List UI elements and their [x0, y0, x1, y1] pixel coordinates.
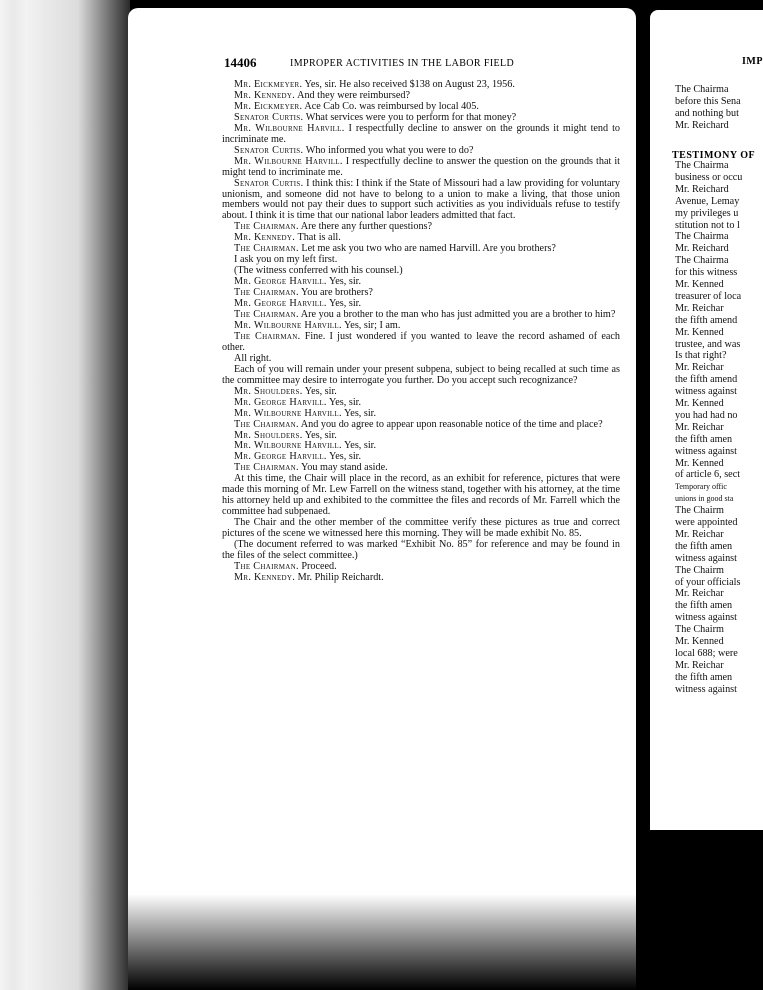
paragraph-text: Ace Cab Co. was reimbursed by local 405. [304, 100, 479, 112]
facing-page-line: witness against [675, 683, 737, 695]
paragraph-text: Yes, sir. He also received $138 on August 23, 1956. [304, 79, 515, 90]
facing-page-line: witness against [675, 612, 737, 624]
facing-page-line: stitution not to l [675, 219, 740, 231]
facing-page-line: witness against [675, 552, 737, 564]
speaker-name: Mr. Wilbourne Harvill. [234, 440, 342, 452]
paragraph-text: (The witness conferred with his counsel.) [234, 265, 403, 277]
facing-page-line: the fifth amen [675, 433, 733, 445]
facing-page-line: Mr. Kenned [675, 636, 724, 647]
transcript-paragraph [222, 365, 620, 387]
paragraph-text: Mr. Philip Reichardt. [297, 571, 384, 583]
facing-page-line: Mr. Reichar [675, 528, 724, 540]
transcript-paragraph [222, 179, 620, 223]
speaker-name: The Chairman. [234, 221, 299, 233]
facing-page-line: Mr. Reichar [675, 588, 724, 600]
paragraph-text: Yes, sir. [328, 396, 362, 408]
paragraph-text: Yes, sir. [328, 298, 362, 310]
transcript-paragraph [222, 540, 620, 562]
facing-page-line: Mr. Reichar [675, 302, 724, 314]
paragraph-text: I ask you on my left first. [234, 254, 338, 266]
facing-page-line: of article 6, sect [675, 469, 741, 481]
facing-page-line: Mr. Reichar [675, 362, 724, 374]
facing-page-line: The Chairma [675, 84, 729, 95]
facing-page-line: Is that right? [675, 350, 727, 362]
facing-page-running-head: IMP [742, 56, 763, 67]
transcript-paragraph [222, 157, 620, 179]
speaker-name: Senator Curtis. [234, 144, 304, 156]
paragraph-text: That is all. [297, 232, 341, 244]
paragraph-text: I respectfully decline to answer on the grounds it might tend to incriminate me. [222, 122, 620, 145]
facing-page-line: the fifth amen [675, 600, 733, 612]
paragraph-text: Fine. I just wondered if you wanted to leave the record ashamed of each other. [222, 330, 620, 353]
running-title: IMPROPER ACTIVITIES IN THE LABOR FIELD [290, 58, 515, 69]
paragraph-text: At this time, the Chair will place in the record, as an exhibit for reference, pictures that were made this morning of Mr. Lew Farrell on the witness stand, together with his attorney, at the time his attorney held up and exhibited to the committee the files and records of Mr. Farrell which the committee had subpenaed. [222, 473, 620, 518]
paragraph-text: Yes, sir. [328, 451, 362, 463]
facing-page-line: the fifth amend [675, 314, 738, 326]
paragraph-text: Each of you will remain under your present subpena, subject to being recalled at such time as the committee may desire to interrogate you further. Do you accept such recognizance? [222, 363, 620, 386]
facing-page-line: and nothing but [675, 107, 739, 119]
facing-page-line: you had had no [675, 409, 738, 421]
speaker-name: Mr. Wilbourne Harvill. [234, 155, 343, 167]
speaker-name: Mr. Kennedy. [234, 571, 296, 583]
speaker-name: The Chairman. [234, 309, 299, 321]
facing-page-line: witness against [675, 386, 737, 398]
paragraph-text: Yes, sir. [304, 385, 337, 397]
paragraph-text: Who informed you what you were to do? [305, 144, 474, 156]
paragraph-text: I think this: I think if the State of Missouri had a law providing for voluntary unionism, and someone did not have to belong to a union to make a living, that those union members would not pay their dues to support such activities as you individuals refuse to testify about. I think it is time that our national labor leaders admitted that fact. [222, 177, 621, 222]
facing-page-line: for this witness [675, 267, 738, 279]
page-number: 14406 [224, 55, 257, 70]
speaker-name: The Chairman. [234, 418, 299, 430]
facing-page-line: my privileges u [675, 207, 739, 219]
speaker-name: The Chairman. [234, 287, 299, 299]
facing-page-line: before this Sena [675, 95, 741, 107]
transcript-paragraph [222, 573, 620, 584]
scan-margin-left [0, 0, 130, 990]
speaker-name: The Chairman. [234, 462, 299, 474]
facing-page-line: Mr. Reichar [675, 421, 724, 433]
running-header [224, 55, 620, 71]
speaker-name: The Chairman. [234, 330, 301, 342]
speaker-name: Mr. Wilbourne Harvill. [234, 407, 342, 419]
facing-page-line: The Chairma [675, 255, 729, 267]
transcript-paragraph [222, 332, 620, 354]
facing-page-line: treasurer of loca [675, 290, 742, 302]
speaker-name: Mr. Shoulders. [234, 385, 303, 397]
paragraph-text: Proceed. [301, 560, 337, 572]
transcript-paragraph [222, 474, 620, 518]
facing-page-line: trustee, and was [675, 338, 741, 350]
speaker-name: Mr. Shoulders. [234, 429, 303, 441]
speaker-name: The Chairman. [234, 243, 299, 255]
speaker-name: Mr. Kennedy. [234, 89, 296, 101]
paragraph-text: Yes, sir. [328, 276, 362, 288]
facing-page-line: Mr. Reichard [675, 243, 729, 255]
paragraph-text: Yes, sir. [343, 407, 377, 419]
speaker-name: Mr. Wilbourne Harvill. [234, 319, 342, 331]
book-binding-gutter [636, 0, 650, 990]
paragraph-text: All right. [234, 352, 272, 364]
facing-page-line: local 688; were [675, 647, 738, 659]
facing-page-subheading: TESTIMONY OF [672, 150, 756, 161]
speaker-name: Mr. George Harvill. [234, 298, 327, 310]
facing-page-line: the fifth amen [675, 540, 733, 552]
facing-page-line: Mr. Kenned [675, 279, 724, 290]
paragraph-text: Yes, sir. [343, 440, 377, 452]
facing-page-line: Mr. Reichard [675, 119, 729, 131]
speaker-name: Mr. George Harvill. [234, 451, 327, 463]
facing-page-line: The Chairm [675, 564, 724, 576]
facing-page-line: were appointed [675, 517, 738, 528]
facing-page-line: The Chairma [675, 231, 729, 243]
paragraph-text: Let me ask you two who are named Harvill. Are you brothers? [301, 243, 556, 255]
speaker-name: Mr. Eickmeyer. [234, 100, 303, 112]
facing-page-line: Mr. Kenned [675, 398, 724, 409]
facing-page-line: The Chairm [675, 624, 724, 636]
speaker-name: Mr. Kennedy. [234, 232, 296, 244]
paragraph-text: And you do agree to appear upon reasonable notice of the time and place? [300, 418, 603, 430]
speaker-name: Mr. George Harvill. [234, 276, 327, 288]
facing-page-line: Temporary offic [675, 482, 727, 492]
speaker-name: Mr. Wilbourne Harvill. [234, 122, 345, 134]
paragraph-text: And they were reimbursed? [297, 89, 410, 101]
facing-page-line: unions in good sta [675, 494, 734, 504]
facing-page-line: the fifth amend [675, 374, 738, 386]
speaker-name: Mr. Eickmeyer. [234, 79, 303, 90]
paragraph-text: Are you a brother to the man who has just admitted you are a brother to him? [300, 309, 616, 321]
transcript-paragraph [222, 124, 620, 146]
paragraph-text: Are there any further questions? [300, 221, 433, 233]
facing-page [650, 10, 763, 830]
facing-page-line: Mr. Reichard [675, 183, 729, 195]
paragraph-text: The Chair and the other member of the committee verify these pictures as true and correct pictures of the scene we witnessed here this morning. They will be made exhibit No. 85. [222, 517, 620, 540]
speaker-name: Senator Curtis. [234, 111, 304, 123]
paragraph-text: Yes, sir; I am. [343, 319, 401, 331]
speaker-name: Senator Curtis. [234, 177, 304, 189]
paragraph-text: I respectfully decline to answer the question on the grounds that it might tend to incriminate me. [222, 155, 620, 178]
facing-page-line: The Chairma [675, 160, 729, 171]
speaker-name: Mr. George Harvill. [234, 396, 327, 408]
facing-page-line: witness against [675, 445, 737, 457]
paragraph-text: Yes, sir. [304, 429, 337, 441]
facing-page-line: Mr. Kenned [675, 326, 724, 338]
paragraph-text: (The document referred to was marked “Exhibit No. 85” for reference and may be found in the files of the select committee.) [222, 539, 620, 561]
transcript-body [222, 80, 620, 584]
facing-page-line: business or occu [675, 171, 743, 183]
facing-page-line: The Chairm [675, 505, 724, 517]
transcript-paragraph [222, 518, 620, 540]
paragraph-text: What services were you to perform for that money? [305, 111, 517, 123]
facing-page-line: Mr. Kenned [675, 457, 724, 469]
paragraph-text: You may stand aside. [300, 462, 388, 474]
facing-page-line: the fifth amen [675, 671, 733, 683]
speaker-name: The Chairman. [234, 560, 299, 572]
paragraph-text: You are brothers? [300, 287, 373, 299]
facing-page-line: Mr. Reichar [675, 659, 724, 671]
facing-page-line: Avenue, Lemay [675, 195, 740, 207]
facing-page-line: of your officials [675, 576, 741, 588]
